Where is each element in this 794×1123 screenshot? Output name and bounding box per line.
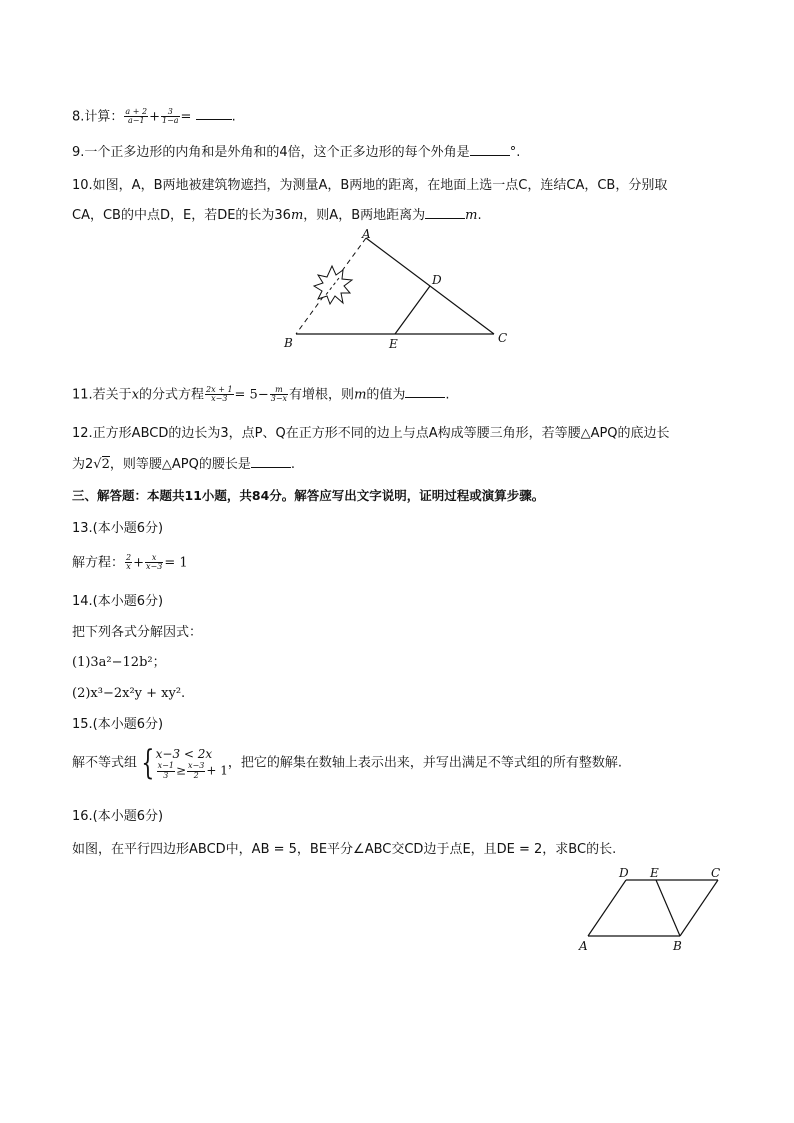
- segment-DE: [395, 286, 430, 334]
- q15-ineq-1: x−3 < 2x: [155, 747, 213, 762]
- question-10-line-1: [72, 178, 667, 194]
- label-C: C: [711, 866, 721, 880]
- question-12-line-1: [72, 426, 670, 442]
- q10-end: .: [477, 208, 482, 223]
- q11-answer-blank: [405, 396, 445, 398]
- segment-BE: [656, 880, 680, 936]
- q12-sqrt: √2: [93, 457, 110, 472]
- q10-text-2a: CA，CB的中点D，E，若DE的长为36: [72, 208, 291, 223]
- question-9: [72, 145, 520, 161]
- q15-inequalities: [156, 746, 228, 780]
- q8-equals: =: [180, 109, 192, 125]
- question-12-line-2: [72, 457, 295, 473]
- q13-fraction-1: $\frac{2}{x}$: [126, 553, 132, 572]
- q13-fraction-2: $\frac{x}{x-3}$: [146, 553, 163, 572]
- q15-fraction-1: $\frac{x-1}{3}$: [157, 761, 174, 780]
- section-3-heading: 三、解答题：本题共11小题，共84分。解答应写出文字说明，证明过程或演算步骤。: [72, 488, 545, 503]
- q10-text-2b: ，则A，B两地距离为: [303, 208, 426, 223]
- label-B: B: [673, 939, 682, 953]
- q11-text-b: 的分式方程: [139, 387, 205, 403]
- question-14-intro: 把下列各式分解因式：: [72, 625, 203, 640]
- q11-fraction-1: $\frac{2x + 1}{x-3}$: [206, 385, 233, 404]
- q11-var-x: x: [131, 387, 140, 403]
- q8-end: .: [231, 109, 236, 125]
- question-16-text: 如图，在平行四边形ABCD中，AB = 5，BE平分∠ABC交CD边于点E，且DE = 2，求BC的长.: [72, 842, 617, 857]
- question-14-heading: 14.(本小题6分): [72, 594, 164, 609]
- question-10-line-2: [72, 208, 482, 224]
- label-C: C: [498, 331, 508, 345]
- question-14-part-1: (1)3a²−12b²；: [72, 655, 166, 670]
- label-D: D: [619, 866, 629, 880]
- q12-text-2a: 为2: [72, 457, 94, 472]
- segment-BC: [680, 880, 718, 936]
- q12-text-2b: ，则等腰△APQ的腰长是: [109, 457, 251, 472]
- q8-fraction-1: $\frac{a + 2}{a-1}$: [125, 107, 148, 126]
- q10-answer-blank: [425, 217, 465, 219]
- label-E: E: [389, 337, 398, 351]
- q13-label: 解方程：: [72, 555, 125, 571]
- q13-rhs: = 1: [164, 555, 188, 571]
- q11-fraction-2: $\frac{m}{3-x}$: [270, 385, 288, 404]
- q16-parallelogram-figure: [572, 862, 732, 954]
- q8-fraction-2: $\frac{3}{1-a}$: [161, 107, 179, 126]
- q9-end: °.: [509, 145, 521, 160]
- q12-answer-blank: [251, 466, 291, 468]
- building-obstacle-icon: [314, 266, 352, 304]
- q15-ineq-2: $\frac{x-1}{3}$ ≥ $\frac{x-3}{2}$ + 1: [157, 761, 228, 780]
- q12-end: .: [290, 457, 295, 472]
- question-8: [72, 108, 236, 126]
- q15-label: 解不等式组: [72, 755, 138, 771]
- q10-text-1: 10.如图，A，B两地被建筑物遮挡，为测量A，B两地的距离，在地面上选一点C，连结CA，CB，分别取: [72, 178, 668, 193]
- segment-AD: [588, 880, 626, 936]
- question-13-heading: 13.(本小题6分): [72, 521, 164, 536]
- label-D: D: [432, 273, 442, 287]
- q8-plus: +: [149, 109, 160, 125]
- q13-plus: +: [133, 555, 145, 571]
- q10-unit-2: m: [465, 208, 478, 223]
- q8-number: 8.: [72, 109, 85, 125]
- q9-answer-blank: [470, 154, 510, 156]
- question-14-part-2: (2)x³−2x²y + xy².: [72, 686, 186, 701]
- q8-answer-blank: [196, 118, 232, 120]
- q10-triangle-figure: [278, 226, 518, 352]
- question-13-equation: [72, 554, 188, 572]
- question-11: [72, 386, 450, 404]
- q12-text-1: 12.正方形ABCD的边长为3，点P、Q在正方形不同的边上与点A构成等腰三角形，若等腰△APQ的底边长: [72, 426, 670, 441]
- label-A: A: [579, 939, 588, 953]
- q11-end: .: [445, 387, 450, 403]
- q10-unit-1: m: [290, 208, 304, 223]
- label-A: A: [362, 227, 371, 241]
- q8-label: 计算：: [84, 109, 124, 125]
- q11-text-e: 的值为: [366, 387, 406, 403]
- q9-text: 9.一个正多边形的内角和是外角和的4倍，这个正多边形的每个外角是: [72, 145, 470, 160]
- label-E: E: [650, 866, 659, 880]
- question-15-heading: 15.(本小题6分): [72, 717, 164, 732]
- q11-var-m: m: [354, 387, 367, 403]
- q15-tail: ，把它的解集在数轴上表示出来，并写出满足不等式组的所有整数解.: [227, 755, 622, 771]
- q15-brace: {: [141, 743, 155, 783]
- label-B: B: [284, 336, 293, 350]
- q15-fraction-2: $\frac{x-3}{2}$: [188, 761, 205, 780]
- q11-text-d: 有增根，则: [289, 387, 355, 403]
- question-16-heading: 16.(本小题6分): [72, 809, 164, 824]
- q11-text-a: 11.若关于: [72, 387, 132, 403]
- question-15-system: [72, 743, 622, 783]
- q11-eq: = 5−: [234, 387, 269, 403]
